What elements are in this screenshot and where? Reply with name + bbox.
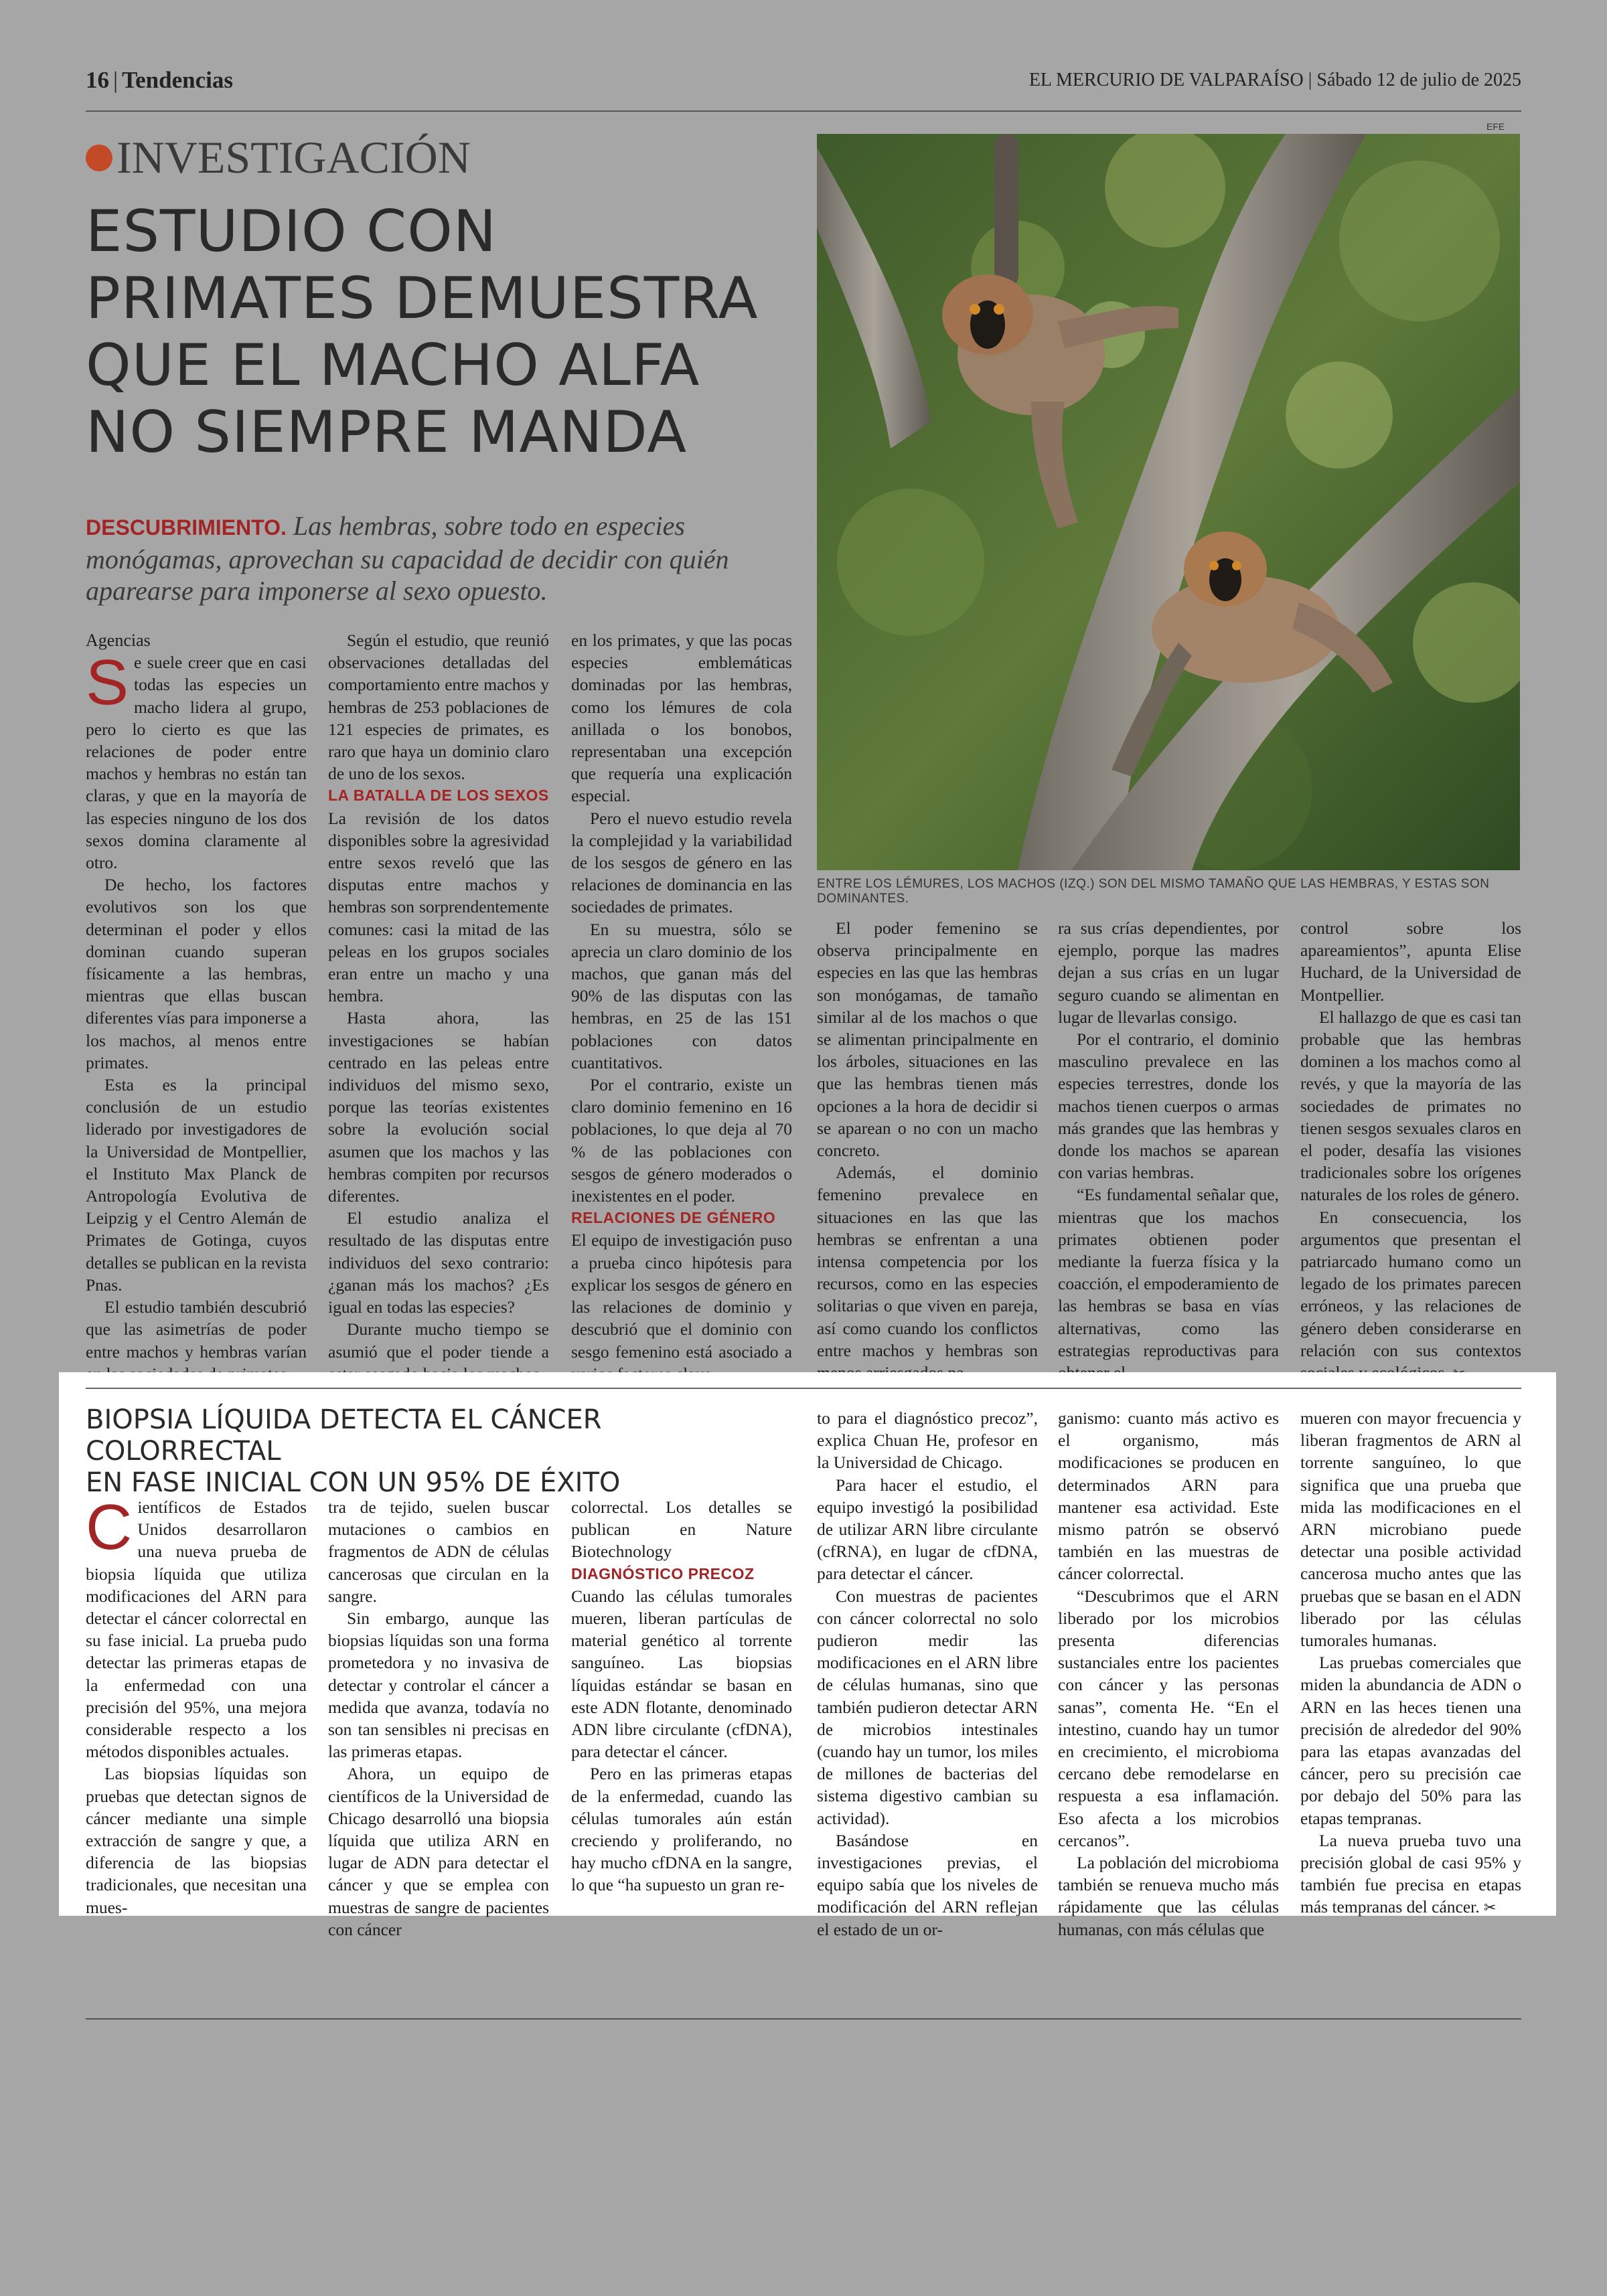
paragraph: Por el contrario, existe un claro dominio femenino en 16 poblaciones, lo que deja al 70 % de las poblaciones con sesgos de género moderados o inexistentes en el poder. — [571, 1075, 792, 1206]
publication-name: EL MERCURIO DE VALPARAÍSO — [1028, 70, 1304, 90]
article-column-1 — [86, 629, 307, 1385]
headline-line: QUE EL MACHO ALFA — [86, 332, 700, 399]
byline: Agencias — [86, 631, 151, 650]
dropcap: C — [86, 1491, 133, 1563]
paragraph: El estudio también descubrió que las asimetrías de poder entre machos y hembras varían — [86, 1297, 307, 1362]
sidebar-column-6 — [1300, 1407, 1521, 1920]
dropcap: S — [86, 647, 129, 719]
headline-line: NO SIEMPRE MANDA — [86, 399, 688, 466]
paragraph: La revisión de los datos disponibles sobre la agresividad entre sexos reveló que las disputas entre machos y hembras son sorprendentemente comunes: casi la mitad de las peleas en los grupos sociales eran entre un macho y una hembra. — [328, 808, 549, 1006]
photo-caption: ENTRE LOS LÉMURES, LOS MACHOS (IZQ.) SON DEL MISMO TAMAÑO QUE LAS HEMBRAS, Y ESTAS SON DOMINANTES. — [817, 877, 1490, 906]
paragraph: ientíficos de Estados Unidos desarrollaron una nueva prueba de biopsia líquida que utiliza modificaciones del ARN para detectar el cáncer colorrectal en su fase inicial. La prueba pudo detectar las primeras etapas de la enfermedad con una precisión del 95%, una mejora considerable respecto a los métodos disponibles actuales. — [86, 1497, 307, 1762]
end-mark-icon: ✂ — [1484, 1900, 1497, 1917]
deck-label: DESCUBRIMIENTO. — [86, 515, 287, 540]
footer-rule — [86, 2018, 1521, 2020]
article-column-2 — [328, 629, 549, 1385]
paragraph: tra de tejido, suelen buscar mutaciones o cambios en fragmentos de ADN de células cancerosas que circulan en la sangre. — [328, 1497, 549, 1606]
paragraph: Hasta ahora, las investigaciones se habían centrado en las peleas entre individuos del mismo sexo, porque las teorías existentes sobre la evolución social asumen que los machos y las hembras compiten por recursos diferentes. — [328, 1008, 549, 1206]
sidebar-column-5 — [1058, 1407, 1279, 1941]
paragraph: Por el contrario, el dominio masculino prevalece en las especies terrestres, donde los machos tienen cuerpos o armas más grandes que las hembras y donde los machos se aparean con varias hembras. — [1058, 1030, 1279, 1183]
paragraph: Pero el nuevo estudio revela la complejidad y la variabilidad de los sesgos de género en las relaciones de dominancia en las sociedades de primates. — [571, 808, 792, 917]
paragraph: “Es fundamental señalar que, mientras que los machos primates obtienen poder mediante la fuerza física y la coacción, el empoderamiento de las hembras se basa en vías alternativas, como las estrategias reproductivas para — [1058, 1185, 1279, 1360]
lemurs-photo — [817, 134, 1520, 870]
section-name: Tendencias — [122, 67, 233, 93]
paragraph — [1300, 1206, 1521, 1386]
kicker-dot-icon — [86, 145, 112, 171]
paragraph: e suele creer que en casi todas las especies un macho lidera al grupo, pero lo cierto es que las relaciones de poder entre machos y hembras no están tan claras, y que en la mayoría de las especies ninguno de los dos sexos domina claramente al otro. — [86, 653, 307, 873]
sidebar-column-1 — [86, 1491, 307, 1918]
paragraph: “Descubrimos que el ARN liberado por los microbios presenta diferencias sustanciales entre los pacientes con cáncer y las personas sanas”, comenta He. “En el intestino, cuando hay un tumor en crecimiento, el microbioma cercano debe remodelarse en respuesta a esa inflamación. Eso afecta a los microbios cercanos”. — [1058, 1586, 1279, 1850]
paragraph: ra sus crías dependientes, por ejemplo, porque las madres dejan a sus crías en un lugar seguro cuando se alimentan en lugar de llevarlas consigo. — [1058, 918, 1279, 1027]
headline-line: ESTUDIO CON — [86, 198, 498, 265]
paragraph: colorrectal. Los detalles se publican en Nature Biotechnology — [571, 1497, 792, 1562]
paragraph: Cuando las células tumorales mueren, liberan partículas de material genético al torrente sanguíneo. Las biopsias líquidas estándar se basan en este ADN flotante, denominado ADN libre circulante (cfDNA), para detectar el cáncer. — [571, 1586, 792, 1762]
paragraph — [1300, 1829, 1521, 1920]
paragraph: mueren con mayor frecuencia y liberan fragmentos de ARN al torrente sanguíneo, lo que significa que una prueba que mida las modificaciones en el ARN microbiano puede detectar una posible actividad cancerosa mucho antes que las pruebas que se basan en el ADN liberado por las células tumorales humanas. — [1300, 1408, 1521, 1651]
sidebar-title-line: BIOPSIA LÍQUIDA DETECTA EL CÁNCER COLORRECTAL — [86, 1404, 602, 1467]
paragraph: Para hacer el estudio, el equipo investigó la posibilidad de utilizar ARN libre circulante (cfRNA), en lugar de cfDNA, para detectar el cáncer. — [817, 1475, 1038, 1584]
page-header-left: 16 | Tendencias — [86, 67, 233, 93]
paragraph: En su muestra, sólo se aprecia un claro dominio de los machos, que ganan más del 90% de las disputas con las hembras, en 25 de las 151 poblaciones con datos cuantitativos. — [571, 919, 792, 1072]
sidebar-column-3 — [571, 1496, 792, 1896]
paragraph: Ahora, un equipo de científicos de la Universidad de Chicago desarrolló una biopsia líquida que utiliza ARN en lugar de ADN para detectar el cáncer y que se emplea con muestras de sangre de pacientes con cáncer — [328, 1764, 549, 1939]
article-column-4 — [817, 917, 1038, 1384]
paragraph: Durante mucho tiempo se asumió que el poder tiende a — [328, 1319, 549, 1362]
paragraph: Esta es la principal conclusión de un estudio liderado por investigadores de la Universidad de Montpellier, el Instituto Max Planck de Antropología Evolutiva de Leipzig y el Centro Alemán de Primates de Gotinga, cuyos detalles se publican en la revista Pnas. — [86, 1075, 307, 1295]
subhead: DIAGNÓSTICO PRECOZ — [571, 1564, 755, 1582]
paragraph: ganismo: cuanto más activo es el organismo, más modificaciones se producen en determinados ARN para mantener esa actividad. Este mismo patrón se observó también en las muestras de cáncer colorrectal. — [1058, 1408, 1279, 1584]
article-headline — [86, 198, 795, 466]
paragraph: Las pruebas comerciales que miden la abundancia de ADN o ARN en las heces tienen una precisión de alrededor del 90% para las etapas avanzadas del cáncer, pero su precisión cae por debajo del 50% para las etapas tempranas. — [1300, 1653, 1521, 1828]
paragraph: control sobre los apareamientos”, apunta Elise Huchard, de la Universidad de Montpellier. — [1300, 918, 1521, 1005]
paragraph: to para el diagnóstico precoz”, explica Chuan He, profesor en la Universidad de Chicago. — [817, 1408, 1038, 1473]
paragraph: en los primates, y que las pocas especies emblemáticas dominadas por las hembras, como los lémures de cola anillada o los bonobos, representaban una excepción que requería una explicación especial. — [571, 631, 792, 806]
deck-text: Las hembras, sobre todo en especies monógamas, aprovechan su capacidad de decidir con quién aparearse para imponerse al sexo opuesto. — [86, 511, 729, 606]
sidebar-title-line: EN FASE INICIAL CON UN 95% DE ÉXITO — [86, 1467, 621, 1498]
paragraph: Además, el dominio femenino prevalece en situaciones en las que las hembras se enfrentan a una intensa competencia por los recursos, como en las especies solitarias o que viven en pareja, así como cuando los conflictos entre machos y hembras son — [817, 1163, 1038, 1360]
paragraph: El poder femenino se observa principalmente en especies en las que las hembras son monógamas, de tamaño similar al de los machos o que se alimentan principalmente en los árboles, situaciones en las que las hembras tienen más opciones a la hora de decidir si se aparean o no con un macho concreto. — [817, 918, 1038, 1161]
sidebar-title — [86, 1404, 802, 1499]
paragraph: El estudio analiza el resultado de las disputas entre individuos del sexo contrario: ¿ganan más los machos? ¿Es igual en todas las especies? — [328, 1208, 549, 1317]
sidebar-rule — [86, 1388, 1521, 1389]
headline-line: PRIMATES DEMUESTRA — [86, 265, 759, 332]
paragraph: Según el estudio, que reunió observaciones detalladas del comportamiento entre machos y hembras de 253 poblaciones de 121 especies de primates, es raro que haya un dominio claro de uno de los sexos. — [328, 631, 549, 784]
paragraph: Basándose en investigaciones previas, el equipo sabía que los niveles de modificación del ARN reflejan el estado de un or- — [817, 1830, 1038, 1939]
sidebar-column-2 — [328, 1496, 549, 1941]
paragraph: La población del microbioma también se renueva mucho más rápidamente que las células humanas, con más células que — [1058, 1853, 1279, 1939]
paragraph: El equipo de investigación puso a prueba cinco hipótesis para explicar los sesgos de género en las relaciones de dominio y descubrió que el dominio con sesgo femenino está asociado a — [571, 1230, 792, 1362]
subhead: RELACIONES DE GÉNERO — [571, 1209, 776, 1227]
article-column-5 — [1058, 917, 1279, 1384]
paragraph: El hallazgo de que es casi tan probable que las hembras dominen a los machos como al revés, y que la mayoría de las sociedades de primates no tienen sesgos sexuales claros en el poder, desafía las visiones tradicionales sobre los orígenes naturales de los roles de género. — [1300, 1007, 1521, 1205]
subhead: LA BATALLA DE LOS SEXOS — [328, 787, 549, 805]
paragraph-text: La nueva prueba tuvo una precisión global de casi 95% y también fue precisa en etapas más tempranas del cáncer. — [1300, 1830, 1521, 1917]
sidebar-column-4 — [817, 1407, 1038, 1941]
article-column-6 — [1300, 917, 1521, 1385]
paragraph: Las biopsias líquidas son pruebas que detectan signos de cáncer mediante una simple extracción de sangre y que, a diferencia de las biopsias tradicionales, que necesitan una mues- — [86, 1764, 307, 1917]
article-kicker — [86, 131, 471, 184]
page-number: 16 — [86, 67, 109, 93]
page-header-right: EL MERCURIO DE VALPARAÍSO | Sábado 12 de julio de 2025 — [1028, 70, 1521, 90]
paragraph: De hecho, los factores evolutivos son los que determinan el poder y ellos dominan cuando superan físicamente a las hembras, mientras que ellas buscan diferentes vías para imponerse a los machos, al menos entre primates. — [86, 875, 307, 1072]
paragraph-text: En consecuencia, los argumentos que presentan el patriarcado humano como un legado de los primates parecen erróneos, y las relaciones de género deben considerarse en relación con sus contextos — [1300, 1207, 1521, 1360]
paragraph: Pero en las primeras etapas de la enfermedad, cuando las células tumorales aún están creciendo y proliferando, no hay mucho cfDNA en la sangre, lo que “ha supuesto un gran re- — [571, 1764, 792, 1895]
article-deck — [86, 510, 782, 606]
paragraph: Sin embargo, aunque las biopsias líquidas son una forma prometedora y no invasiva de detectar y controlar el cáncer a medida que avanza, todavía no son tan sensibles ni precisas en las primeras etapas. — [328, 1609, 549, 1762]
lemurs-illustration — [817, 134, 1520, 870]
header-rule — [86, 110, 1521, 112]
kicker-text: INVESTIGACIÓN — [117, 132, 471, 183]
paragraph: Con muestras de pacientes con cáncer colorrectal no solo pudieron medir las modificaciones en el ARN libre de células humanas, sino que también pudieron detectar ARN de microbios intestinales (cuando hay un tumor, los miles de millones de bacterias del sistema digestivo cambian su actividad). — [817, 1586, 1038, 1828]
article-column-3 — [571, 629, 792, 1385]
photo-credit: EFE — [1486, 121, 1505, 132]
publication-date: Sábado 12 de julio de 2025 — [1316, 70, 1521, 90]
